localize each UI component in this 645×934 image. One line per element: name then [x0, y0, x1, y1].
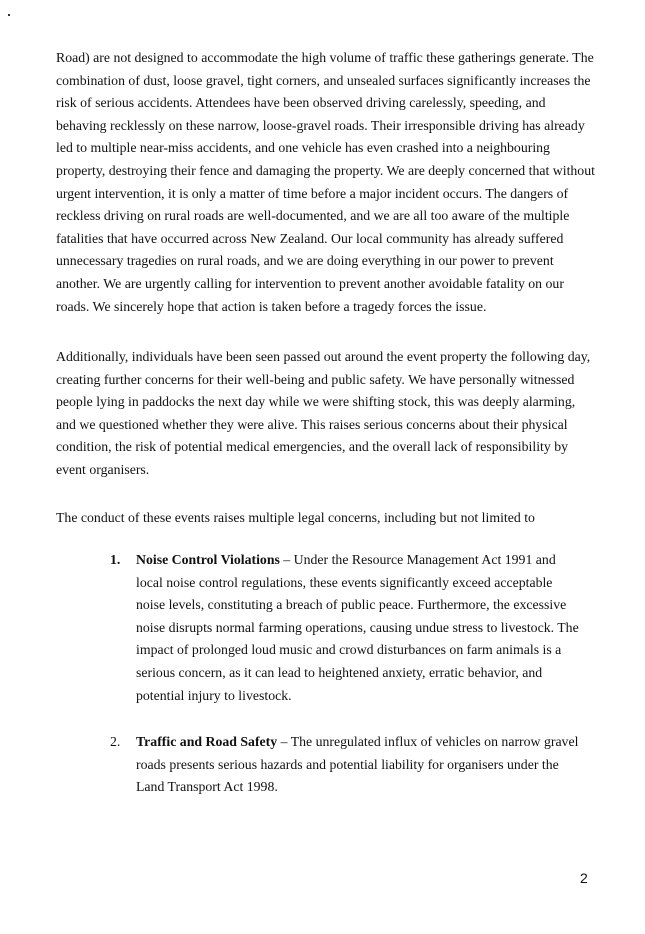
paragraph-passed-out: Additionally, individuals have been seen passed out around the event property the following day, creating further concerns for their well-being and public safety. We have personally witnessed people lying in paddocks the next day while we were shifting stock, this was deeply alarming, and we questioned whether they were alive. This raises serious concerns about their physical condition, the risk of potential medical emergencies, and the overall lack of responsibility by event organisers. — [56, 349, 591, 477]
list-item-text: – The unregulated influx of vehicles on narrow gravel roads presents serious hazards and potential liability for organisers under the Land Transport Act 1998. — [136, 734, 579, 795]
list-item-noise — [110, 549, 580, 707]
list-item-body — [136, 549, 580, 707]
list-number: 1. — [110, 552, 121, 567]
list-item-title: Noise Control Violations — [136, 552, 280, 567]
list-item-text: – Under the Resource Management Act 1991 and local noise control regulations, these events significantly exceed acceptable noise levels, constituting a breach of public peace. Furthermore, the excessive noise disrupts normal farming operations, causing undue stress to livestock. The impact of prolonged loud music and crowd disturbances on farm animals is a serious concern, as it can lead to heightened anxiety, erratic behavior, and potential injury to livestock. — [136, 552, 579, 703]
page-number: 2 — [580, 870, 588, 886]
scan-mark — [8, 14, 10, 16]
list-number: 2. — [110, 734, 121, 749]
list-item-title: Traffic and Road Safety — [136, 734, 278, 749]
list-item-traffic — [110, 731, 580, 799]
list-item-body — [136, 731, 580, 799]
paragraph-legal-intro: The conduct of these events raises multiple legal concerns, including but not limited to — [56, 510, 535, 525]
paragraph-road-safety: Road) are not designed to accommodate the high volume of traffic these gatherings generate. The combination of dust, loose gravel, tight corners, and unsealed surfaces significantly increases the risk of serious accidents. Attendees have been observed driving carelessly, speeding, and behaving recklessly on these narrow, loose-gravel roads. Their irresponsible driving has already led to multiple near-miss accidents, and one vehicle has even crashed into a neighbouring property, destroying their fence and damaging the property. We are deeply concerned that without urgent intervention, it is only a matter of time before a major incident occurs. The dangers of reckless driving on rural roads are well-documented, and we are all too aware of the multiple fatalities that have occurred across New Zealand. Our local community has already suffered unnecessary tragedies on rural roads, and we are doing everything in our power to prevent another. We are urgently calling for intervention to prevent another avoidable fatality on our roads. We sincerely hope that action is taken before a tragedy forces the issue. — [56, 50, 595, 314]
